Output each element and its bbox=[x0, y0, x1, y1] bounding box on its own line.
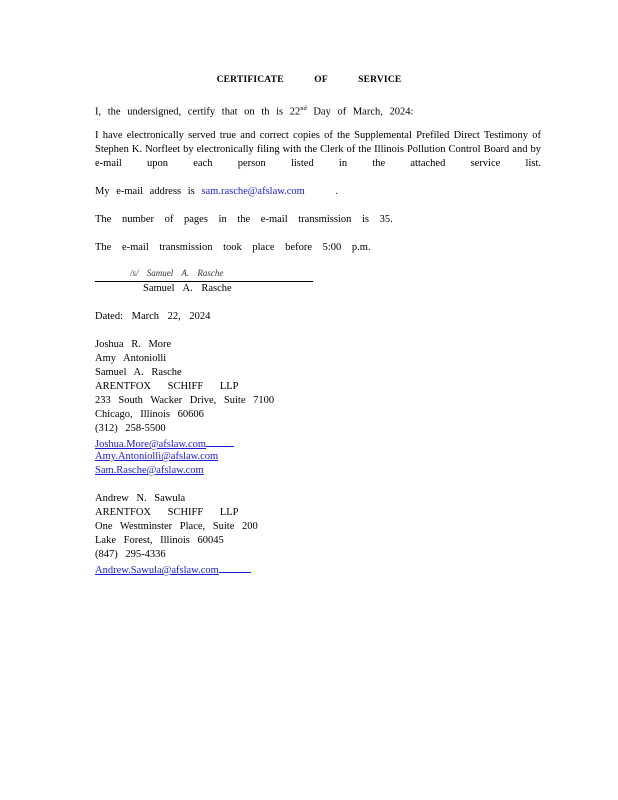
dated-line: Dated: March 22, 2024 bbox=[95, 311, 211, 322]
pages-statement: The number of pages in the e-mail transmission is 35. bbox=[95, 214, 393, 225]
certify-prefix: I, the undersigned, certify that on th is 22 bbox=[95, 106, 301, 118]
certify-superscript: nd bbox=[300, 105, 307, 112]
email-link[interactable]: Amy.Antoniolli@afslaw.com bbox=[95, 451, 219, 462]
email-link-row bbox=[95, 436, 234, 451]
counsel-name: Andrew N. Sawula bbox=[95, 493, 186, 504]
certify-statement bbox=[95, 102, 413, 119]
address-line: 233 South Wacker Drive, Suite 7100 bbox=[95, 395, 275, 406]
counsel-name: Samuel A. Rasche bbox=[95, 367, 182, 378]
document-title: CERTIFICATE OF SERVICE bbox=[216, 75, 402, 85]
signature-name: Samuel A. Rasche bbox=[143, 283, 232, 294]
email-link-row bbox=[95, 450, 218, 463]
address-line: One Westminster Place, Suite 200 bbox=[95, 521, 258, 532]
underline-extension bbox=[206, 436, 234, 447]
time-statement: The e-mail transmission took place before 5:00 p.m. bbox=[95, 242, 371, 253]
city-state-zip: Lake Forest, Illinois 60045 bbox=[95, 535, 224, 546]
email-statement bbox=[95, 185, 338, 198]
email-prefix: My e-mail address is bbox=[95, 186, 195, 197]
service-paragraph: I have electronically served true and correct copies of the Supplemental Prefiled Direct Testimony of Stephen K. Norfleet by electronically filing with the Clerk of the Illinois Pollution Control Board and by e-mail upon each person listed in the attached service list. bbox=[95, 130, 541, 169]
email-link[interactable]: Joshua.More@afslaw.com bbox=[95, 439, 207, 450]
underline-extension bbox=[219, 562, 251, 573]
city-state-zip: Chicago, Illinois 60606 bbox=[95, 409, 204, 420]
certify-suffix: Day of March, 2024: bbox=[313, 106, 414, 118]
signature-script: /s/ Samuel A. Rasche bbox=[130, 268, 224, 278]
counsel-name: Joshua R. More bbox=[95, 339, 172, 350]
firm-name: ARENTFOX SCHIFF LLP bbox=[95, 381, 239, 392]
email-link-row bbox=[95, 464, 204, 477]
firm-name: ARENTFOX SCHIFF LLP bbox=[95, 507, 239, 518]
counsel-name: Amy Antoniolli bbox=[95, 353, 167, 364]
phone-number: (312) 258-5500 bbox=[95, 423, 166, 434]
phone-number: (847) 295-4336 bbox=[95, 549, 166, 560]
email-address-link[interactable]: sam.rasche@afslaw.com bbox=[201, 186, 305, 197]
email-link[interactable]: Sam.Rasche@afslaw.com bbox=[95, 465, 204, 476]
email-suffix: . bbox=[335, 186, 339, 197]
email-link-row bbox=[95, 562, 251, 577]
email-link[interactable]: Andrew.Sawula@afslaw.com bbox=[95, 565, 219, 576]
